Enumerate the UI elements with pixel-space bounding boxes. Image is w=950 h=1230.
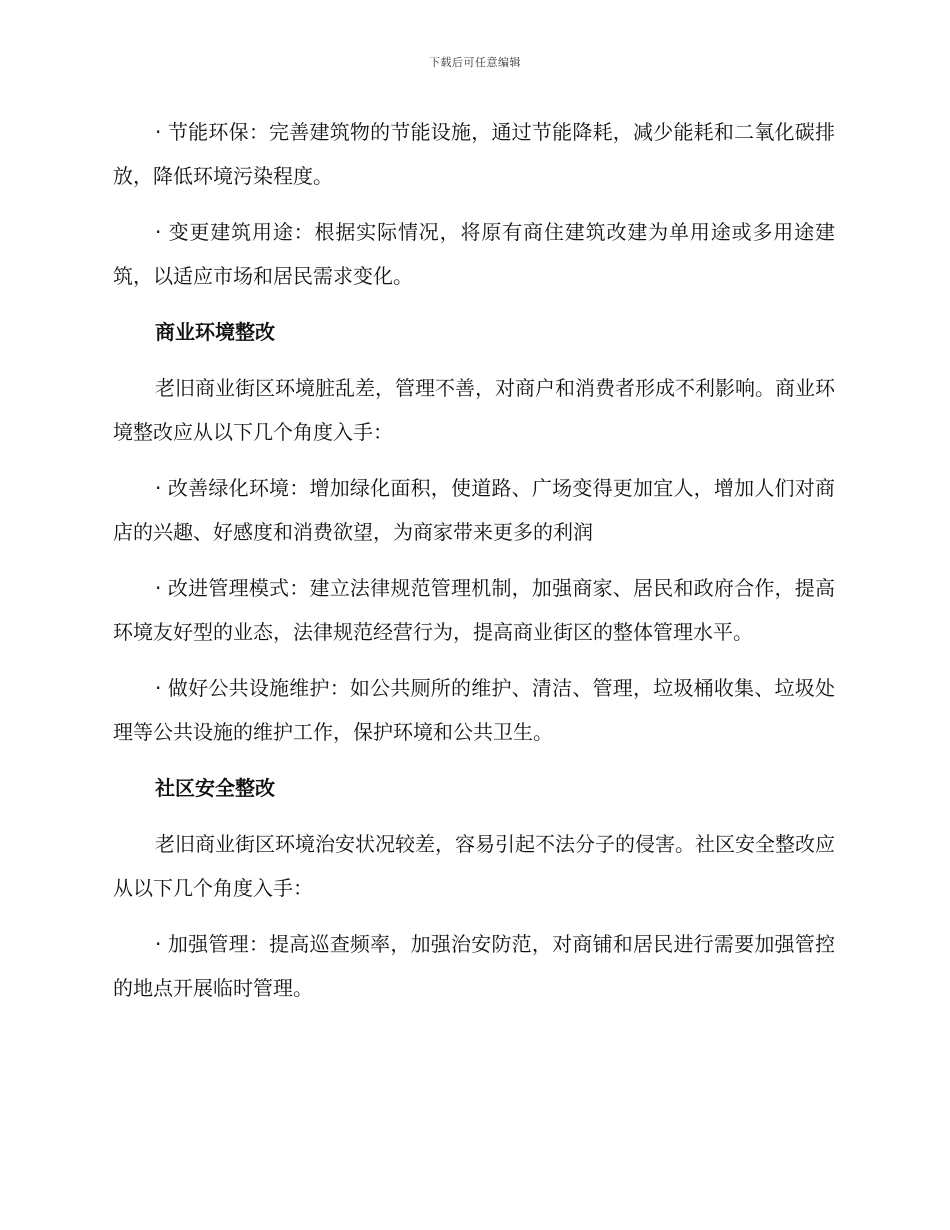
bullet-strengthen-management: · 加强管理：提高巡查频率，加强治安防范，对商铺和居民进行需要加强管控的地点开展临时管理。 (113, 932, 835, 1000)
section-heading-commercial-environment: 商业环境整改 (155, 320, 275, 344)
document-body (113, 110, 835, 1022)
bullet-change-building-use: · 变更建筑用途：根据实际情况，将原有商住建筑改建为单用途或多用途建筑，以适应市场和居民需求变化。 (113, 220, 835, 288)
page-header: 下载后可任意编辑 (429, 56, 521, 69)
paragraph-commercial-environment: 老旧商业街区环境脏乱差，管理不善，对商户和消费者形成不利影响。商业环境整改应从以下几个角度入手： (113, 376, 835, 444)
bullet-public-facilities: · 做好公共设施维护：如公共厕所的维护、清洁、管理，垃圾桶收集、垃圾处理等公共设施的维护工作，保护环境和公共卫生。 (113, 676, 835, 744)
bullet-energy-saving: · 节能环保：完善建筑物的节能设施，通过节能降耗，减少能耗和二氧化碳排放，降低环境污染程度。 (113, 120, 835, 188)
bullet-improve-management: · 改进管理模式：建立法律规范管理机制，加强商家、居民和政府合作，提高环境友好型的业态，法律规范经营行为，提高商业街区的整体管理水平。 (113, 576, 835, 644)
section-heading-community-safety: 社区安全整改 (155, 776, 275, 800)
paragraph-community-safety: 老旧商业街区环境治安状况较差，容易引起不法分子的侵害。社区安全整改应从以下几个角度入手： (113, 832, 835, 900)
bullet-improve-greening: · 改善绿化环境：增加绿化面积，使道路、广场变得更加宜人，增加人们对商店的兴趣、好感度和消费欲望，为商家带来更多的利润 (113, 476, 835, 544)
